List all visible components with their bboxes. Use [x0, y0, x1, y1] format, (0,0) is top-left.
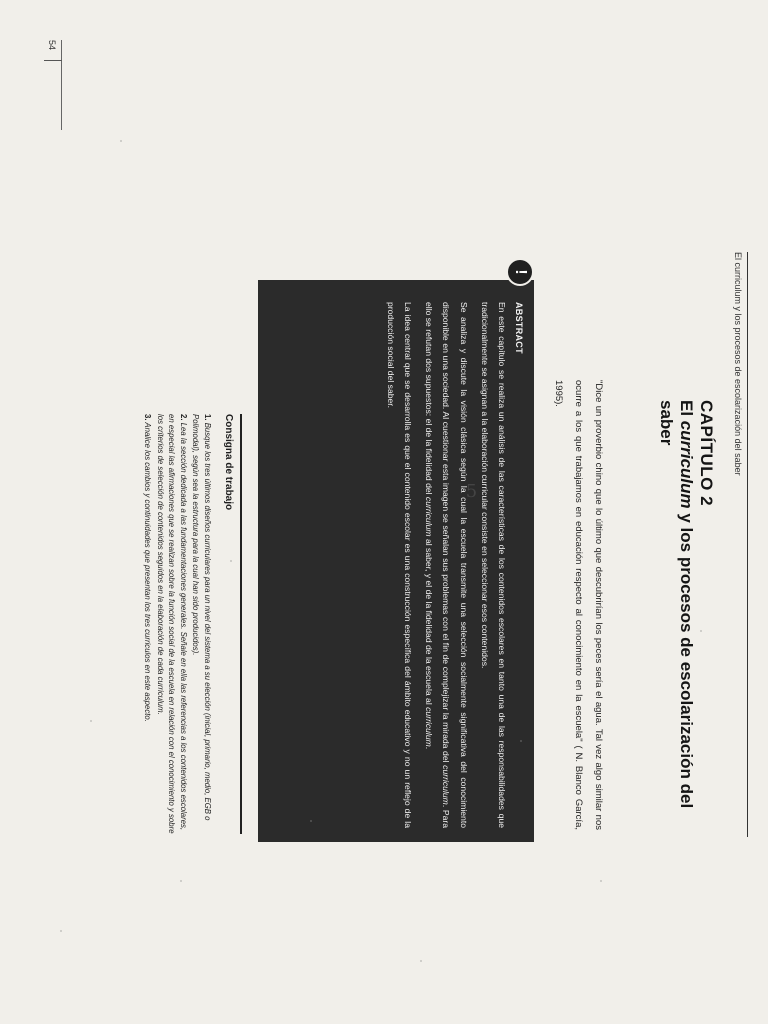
consigna-section: [141, 414, 242, 834]
scan-speck: [90, 720, 92, 722]
page-number: 54: [47, 40, 57, 51]
chapter-heading: [656, 400, 716, 840]
list-item: 3. Analice los cambios y continuidades que presentan los tres curriculos en este aspecto.: [143, 414, 153, 722]
list-item: 2. Lea la sección dedicada a las fundamentaciones generales. Señale en ella las referencias a los contenidos escolares, en especial las afirmaciones que se realizan sobre la función social de la escuela en relación con el conocimiento y sobre los criterios de selección de contenidos seguidos en la elaboración de cada curriculum.: [156, 414, 188, 834]
chapter-title: El curriculum y los procesos de escolarización del saber: [657, 400, 696, 809]
scan-speck: [120, 140, 122, 142]
consigna-rule: [240, 414, 242, 834]
abstract-heading: ABSTRACT: [514, 302, 524, 354]
consigna-list: [142, 414, 213, 834]
scan-speck: [60, 930, 62, 932]
header-rule: [747, 252, 748, 837]
scan-speck: [420, 960, 422, 962]
running-head: El curriculum y los procesos de escolarización del saber: [733, 252, 743, 476]
abstract-paragraph-2: Se analiza y discute la visión clásica según la cual la escuela transmite una selección socialmente significativa del conocimiento disponible en una sociedad. Al cuestionar esta imagen se señalan sus problemas con el fin de complejizar la mirada del curriculum. Para ello se refutan dos supuestos: el de la fidelidad del curriculum al saber, y el de la fidelidad de la escuela al curriculum.: [424, 302, 469, 828]
scan-speck: [230, 560, 232, 562]
abstract-paragraph-3: La idea central que se desarrolla es que el contenido escolar es una construcción específica del ámbito educativo y no un reflejo de la producción social del saber.: [385, 302, 413, 828]
scan-speck: [700, 630, 702, 632]
chapter-number: CAPÍTULO 2: [697, 400, 716, 507]
handwritten-mark: 5: [465, 481, 478, 503]
abstract-box: [258, 269, 534, 842]
epigraph: "Dice un proverbio chino que lo último que descubrirían los peces sería el agua. Tal vez algo similar nos ocurre a los que trabajamos en educación respecto al conocimiento en la escuela" ( N. Blanco García, 1995).: [553, 380, 604, 830]
list-item: 1. Busque los tres últimos diseños curriculares para un nivel del sistema a su elección (inicial, primario, medio, EGB o Polimodal), según sea la estructura para la cual han sido producidos).: [191, 414, 212, 821]
margin-tick: [44, 60, 62, 61]
consigna-title: Consigna de trabajo: [223, 414, 234, 511]
margin-rule: [61, 40, 62, 130]
scan-speck: [520, 740, 522, 742]
scan-speck: [310, 820, 312, 822]
info-icon: !: [506, 258, 534, 286]
abstract-paragraph-1: En este capítulo se realiza un análisis de las características de los contenidos escolares en tanto una de las responsabilidades que tradicionalmente se asignan a la elaboración curricular consiste en seleccionar esos contenidos.: [479, 302, 507, 828]
scan-speck: [600, 880, 602, 882]
scan-speck: [180, 880, 182, 882]
